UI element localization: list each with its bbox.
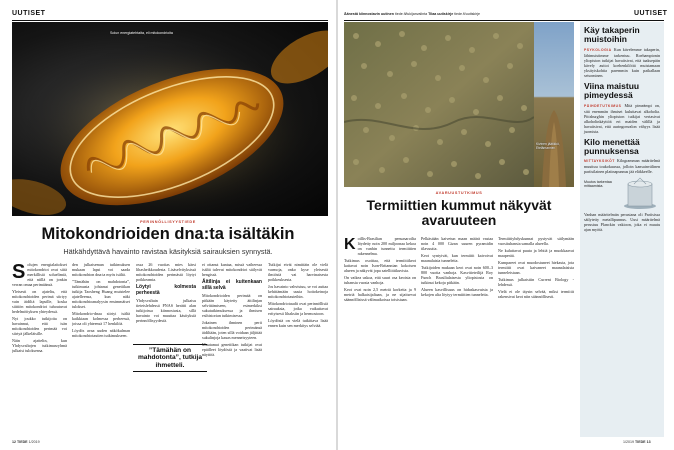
paragraph: Ne kuluttavat puuta ja lehtiä ja muokkaavat maaperää. xyxy=(498,248,574,258)
paragraph: Tutkimus julkaistiin Current Biology -lehdessä. xyxy=(498,277,574,287)
image-caption: Muutos tarkentaa mittaamista. xyxy=(584,180,612,189)
paragraph: Kumpareet ovat muodostuneet hiekasta, jota termiitit ovat kaivaneet maanalaisista tunneleistaan. xyxy=(498,260,574,275)
article-kicker: AVARUUSTUTKIMUS xyxy=(435,191,483,195)
right-page xyxy=(338,0,674,450)
issue-number: 1/2019 xyxy=(28,440,40,444)
paragraph: Löydös avaa uuden näkökulman mitokondriotautien tutkimukseen. xyxy=(72,328,130,338)
image-caption: Kivinen jäätikkö, Etelämanner. xyxy=(536,142,560,150)
top-rule xyxy=(344,20,664,21)
sidebar-text-1: Kun kävelemme takaperin, lähimuistimme tarkentuu. Roehamptonin yliopiston tutkijat havaitsivat, että taaksepäin kävely auttoi koehenkilöitä muistamaan yksityiskohtia paremmin kuin paikallaan seisominen. xyxy=(584,46,660,78)
sidebar-kicker-1: PSYKOLOGIA xyxy=(584,47,612,52)
paragraph: Jos havainto vahvistuu, se voi auttaa kehittämään uusia hoitokeinoja mitokondriotauteihin. xyxy=(268,284,328,299)
page-footer xyxy=(623,440,651,444)
subhead: Äitilinja ei kuitenkaan sillä selvä xyxy=(202,279,262,291)
paragraph: Yleisesti on ajateltu, että mitokondrioiden perimä siirtyy vain äidiltä lapsille, koska siittiön mitokondriot tuhoutuvat hedelmöityksen yhteydessä. xyxy=(12,289,67,314)
article-column-3 xyxy=(498,236,574,434)
drop-cap: S xyxy=(12,262,26,283)
pull-quote-box xyxy=(133,342,207,374)
article-column-3 xyxy=(136,262,196,340)
paragraph: Keot ovat noin 2,5 metriä korkeita ja 9 metriä halkaisijaltaan, ja ne sijaitsevat säännöllisissä välimatkoissa toisistaan. xyxy=(344,287,416,302)
pull-quote-rule xyxy=(133,344,207,345)
kilogram-weight-illustration xyxy=(620,176,660,210)
termite-mounds-image xyxy=(344,22,534,187)
paragraph: Tutkimus osoittaa, että termiittikeot kattavat noin Ison-Britannian kokoisen alueen ja näkyvät jopa satelliittikuvista. xyxy=(344,258,416,273)
paragraph: On vaikea uskoa, että suuri osa keoista on tuhansia vuosia vanhoja. xyxy=(344,275,416,285)
article-kicker: PERINNÖLLISYYSTIEDE xyxy=(140,220,196,224)
paragraph: ossa 26 vuotias mies kärsi lihasheikkoudesta. Lisäselvityksissä mitokondrioiden perimästä löytyi poikkeamia. xyxy=(136,262,196,282)
newsletter-link[interactable]: tiede.fi/uutiskirje xyxy=(454,12,480,16)
paragraph: Mitokondriotaudit ovat perinnöllisiä sairauksia, jotka vaikuttavat erityisesti lihaksiin ja hermostoon. xyxy=(268,301,328,316)
article-column-1 xyxy=(12,262,67,434)
paragraph: Tutkijoiden mukaan keot ovat noin 600–3 800 vuotta vanhoja. Kasvitieteilijä Roy Funch Brasilialaisesta yliopistosta on tutkinut kekoja pitkään. xyxy=(421,265,493,285)
mound-illustration xyxy=(534,22,574,187)
article-column-4 xyxy=(202,262,262,434)
termite-mound-photo xyxy=(534,22,574,187)
paragraph: Keot syntyivät, kun termiitit kaivoivat maanalaisia tunneleita. xyxy=(421,253,493,263)
sidebar-kicker-3: MITTAYKSIKÖT xyxy=(584,159,615,164)
drop-cap: K xyxy=(344,236,356,253)
mitochondria-illustration xyxy=(12,22,328,216)
news-sidebar xyxy=(580,22,664,437)
paragraph: ei ottanut kantaa, missä vaiheessa isältä tulevat mitokondriot säilyvät hengissä. xyxy=(202,262,262,277)
image-caption: Solun energiatehtaita, eli mitokondrioita xyxy=(110,31,173,35)
page-number: 12 xyxy=(12,440,16,444)
paragraph: den julkaiseman tutkimuksen mukaan lapsi voi saada mitokondrion dna:ta myös isältä. xyxy=(72,262,130,277)
paragraph: olujen energialaitokset mitokondriot ovat siitä merkillisiä soluelimiä, että niillä on jonkin verran omaa perimäänsä. xyxy=(12,262,67,287)
magazine-name: TIEDE xyxy=(635,440,646,444)
section-label: UUTISET xyxy=(12,10,46,17)
article-column-2 xyxy=(421,236,493,434)
sidebar-text-3: Kilogramman määritelmä muuttuu toukokuussa, jolloin kansainvälinen pariisilainen platinapunnus jää eläkkeelle. xyxy=(584,158,660,175)
sidebar-title-1: Käy takaperin muistoihin xyxy=(584,25,640,45)
paragraph: Pelkästään kaivetun maan määrä vastaa noin 4 000 Gizan suuren pyramidin tilavuutta. xyxy=(421,236,493,251)
article-column-5 xyxy=(268,262,328,434)
vote-label: Äänestä kiinnostavin uutinen xyxy=(344,12,394,16)
paragraph: Alueen kasvillisuus on hidaskasvuista ja kekojen alta löytyy termiittien tunneleita. xyxy=(421,287,493,297)
paragraph: ”Tämähän on mahdotonta”, tutkimusta johtanut genetiikan tutkija Taosheng Huang muistelee ajatelleensa, kun näki mitokondrioanalyysin ensimmäiset tulokset. xyxy=(72,279,130,309)
page-footer xyxy=(12,440,40,444)
sidebar-kicker-2: PÄIHDETUTKIMUS xyxy=(584,103,622,108)
article-headline: Termiittien kummut näkyvät avaruuteen xyxy=(366,197,552,228)
paragraph: Vielä ei ole täysin selvää, miksi termiitit rakensivat keot niin säännöllisesti. xyxy=(498,289,574,299)
satellite-terrain-illustration xyxy=(344,22,534,187)
top-bar xyxy=(344,12,480,16)
newsletter-label: Tilaa uutiskirje xyxy=(428,12,454,16)
article-column-2 xyxy=(72,262,130,434)
paragraph: Näin ajattelin, kun Yhdysvaltojen tutkimusryhmä julkaisi tuloksensa. xyxy=(12,338,67,353)
top-rule xyxy=(12,20,328,21)
paragraph: Yhdysvaltain julkaisu tieteislehdessä PNAS herätti alan tutkijoissa kiinnostusta, sillä havainto voi muuttaa käsityksiä perinnöllisyydestä. xyxy=(136,298,196,324)
mitochondria-image xyxy=(12,22,328,216)
article-column-1 xyxy=(344,236,416,434)
page-number: 13 xyxy=(646,440,651,444)
article-dek: Hätkähdyttävä havainto ravistaa käsityksiä sairauksien synnystä. xyxy=(63,247,273,256)
sidebar-title-3: Kilo menettää punnuksensa xyxy=(584,136,640,157)
paragraph: Muutamat genetiikan tutkijat ovat epäilleet löydöstä ja vaativat lisää näyttöä. xyxy=(202,342,262,358)
paragraph: Tutkijat eivät nimittäin ole vielä varmoja, onko kyse yleisestä ilmiöstä vai harvinaisesta poikkeuksesta. xyxy=(268,262,328,282)
left-page xyxy=(0,0,336,450)
pull-quote: ”Tämähän on mahdotonta”, tutkija ihmetteli. xyxy=(137,347,203,369)
paragraph: oillis-Brasilian pensasaroilta löydetty noin 200 miljoonaa kekoa on vanhin tunnettu termiittien rakennelma. xyxy=(357,236,416,256)
vote-link[interactable]: tiede.fi/lukijanvalinta xyxy=(394,12,428,16)
paragraph: Nyt joukko tutkijoita on havainnut, että isän mitokondrioiden perimää voi siirtyä jälkeläisille. xyxy=(12,316,67,336)
sidebar-text-4: Vanhan määritelmän perustana oli Pariisissa säilytetty metallipunnus. Uusi määritelmä perustuu Planckin vakioon, joka ei muutu ajan myötä. xyxy=(584,212,660,233)
section-label: UUTISET xyxy=(634,10,668,17)
pull-quote-rule xyxy=(133,371,207,372)
paragraph: Jokainen ihminen perii mitokondrioiden perimänsä äidiltään, joten sillä voidaan jäljittää sukulinjoja kauas menneisyyteen. xyxy=(202,320,262,341)
sidebar-text-2: Mitä pimeämpi on, sitä enemmän ihmiset kuluttavat alkoholia. Pittsburghin yliopiston tutkijat vertasivat alkoholinkäyttöä eri maiden välillä ja havaitsivat, että auringonvalon vähyys lisää juomista. xyxy=(584,102,660,134)
paragraph: Löydöstä on vielä tutkittava lisää ennen kuin sen merkitys selviää. xyxy=(268,318,328,328)
magazine-name: TIEDE xyxy=(17,440,28,444)
paragraph: Termiittiyhdyskunnat pystyvät säilymään vuosituhansia samalla alueella. xyxy=(498,236,574,246)
article-headline: Mitokondrioiden dna:ta isältäkin xyxy=(41,225,295,243)
kilogram-image xyxy=(584,176,660,210)
paragraph: Mitokondrioiden perimää on pitkään käytetty äitilinjan selvittämiseen, esimerkiksi sukututkimuksessa ja ihmisen esihistorian tutkimisessa. xyxy=(202,293,262,319)
subhead: Löytyi kolmesta perheestä xyxy=(136,284,196,296)
sidebar-title-2: Viina maistuu pimeydessä xyxy=(584,80,640,101)
paragraph: Mitokondrio-dnaa siirtyi isältä kaikkiaan kolmessa perheessä, joissa oli yhteensä 17 henkilöä. xyxy=(72,311,130,326)
issue-number: 1/2019 xyxy=(623,440,634,444)
